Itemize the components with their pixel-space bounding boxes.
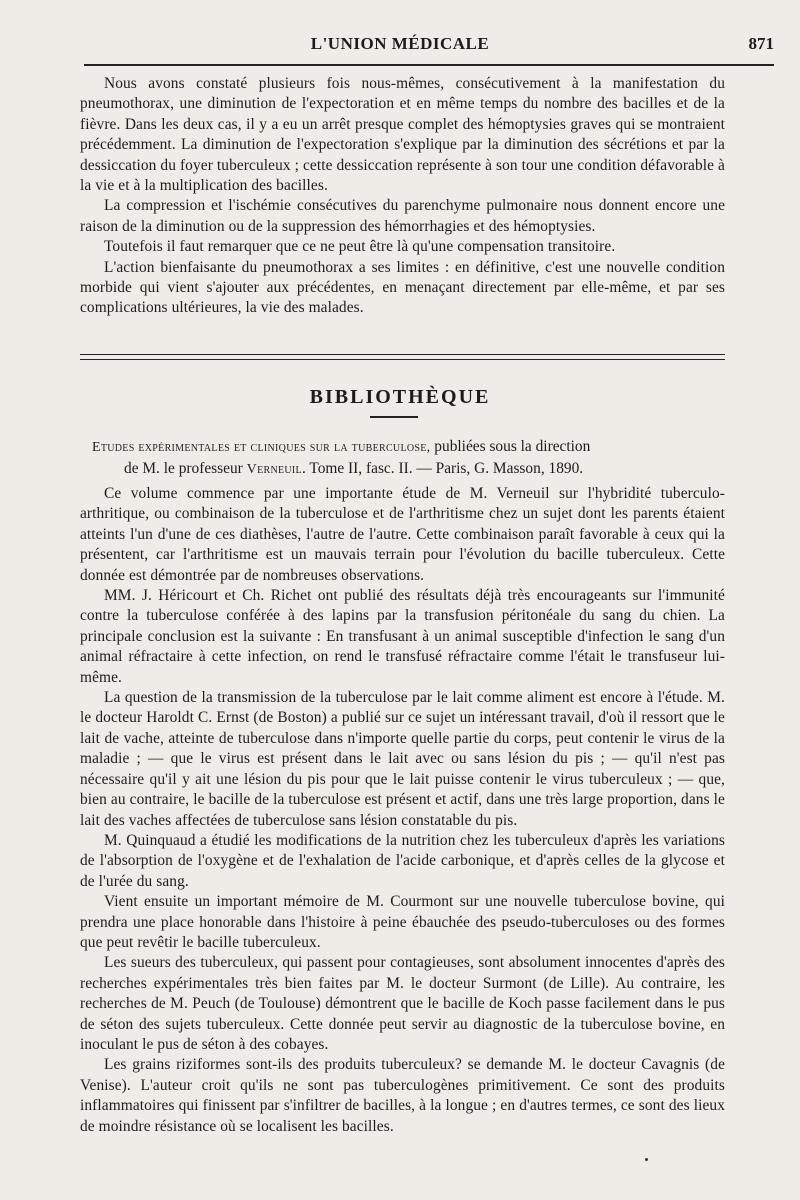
intro-paragraph: La compression et l'ischémie consécutives du parenchyme pulmonaire nous donnent encore une raison de la diminution ou de la suppression des hémorrhagies et des hémoptysies. bbox=[80, 197, 725, 235]
reference-title: Etudes expérimentales et cliniques sur la tuberculose, bbox=[92, 440, 431, 455]
review-paragraph: M. Quinquaud a étudié les modifications de la nutrition chez les tuberculeux d'après les variations de l'absorption de l'oxygène et de l'exhalation de l'acide carbonique, et d'après celles de la glycose et de l'urée du sang. bbox=[80, 831, 725, 890]
reference-title-rest: publiées sous la direction bbox=[430, 438, 591, 455]
reference-publication: . Tome II, fasc. II. — Paris, G. Masson, 1890. bbox=[301, 460, 584, 477]
review-paragraph: Les grains riziformes sont-ils des produits tuberculeux? se demande M. le docteur Cavagnis (de Venise). L'auteur croit qu'ils ne sont pas tuberculogènes primitivement. Ce sont des produits inflammatoires qui finissent par s'infiltrer de bacilles, à la longue ; en d'autres termes, ce sont des lieux de moindre résistance où se localisent les bacilles. bbox=[80, 1056, 725, 1135]
section-divider bbox=[80, 354, 725, 360]
header-rule bbox=[84, 64, 774, 66]
review-paragraph: MM. J. Héricourt et Ch. Richet ont publié des résultats déjà très encourageants sur l'immunité contre la tuberculose conférée à des lapins par la transfusion péritonéale du sang du chien. La principale conclusion est la suivante : En transfusant à un animal susceptible d'infection le sang d'un animal réfractaire à cette infection, on rend le transfusé réfractaire comme l'était le transfuseur lui-même. bbox=[80, 587, 725, 686]
title-underline bbox=[370, 416, 418, 418]
journal-title: L'UNION MÉDICALE bbox=[310, 34, 490, 53]
page-number: 871 bbox=[748, 34, 774, 53]
review-paragraph: Vient ensuite un important mémoire de M. Courmont sur une nouvelle tuberculose bovine, qui prendra une place honorable dans l'histoire à peine ébauchée des pseudo-tuberculoses ou des formes que peut revêtir le bacille tuberculeux. bbox=[80, 893, 725, 951]
intro-paragraph: Nous avons constaté plusieurs fois nous-mêmes, consécutivement à la manifestation du pneumothorax, une diminution de l'expectoration et en même temps du nombre des bacilles et de la fièvre. Dans les deux cas, il y a eu un arrêt presque complet des hémoptysies graves qui se montraient précédemment. La diminution de l'expectoration s'explique par la diminution des sécrétions et par la dessiccation du foyer tuberculeux ; cette dessiccation représente à son tour une condition défavorable à la vie et à la multiplication des bacilles. bbox=[80, 75, 725, 195]
intro-paragraph: L'action bienfaisante du pneumothorax a ses limites : en définitive, c'est une nouvelle condition morbide qui vient s'ajouter aux précédentes, en menaçant directement par elle-même, et par ses complications ultérieures, la vie des malades. bbox=[80, 258, 725, 317]
review-text bbox=[80, 484, 725, 1137]
printer-mark bbox=[645, 1158, 648, 1161]
intro-text bbox=[80, 74, 725, 319]
review-paragraph: Les sueurs des tuberculeux, qui passent pour contagieuses, sont absolument innocentes d'après des recherches expérimentales très bien faites par M. le docteur Surmont (de Lille). Au contraire, les recherches de M. Peuch (de Toulouse) démontrent que le bacille de Koch passe facilement dans le pus de séton des sujets tuberculeux. Cette donnée peut servir au diagnostic de la tuberculose bovine, en inoculant le pus de séton à des cobayes. bbox=[80, 954, 725, 1053]
review-paragraph: Ce volume commence par une importante étude de M. Verneuil sur l'hybridité tuberculo-arthritique, ou combinaison de la tuberculose et de l'arthritisme chez un sujet dont les parents étaient atteints l'un d'une de ces diathèses, l'autre de l'autre. Cette combinaison paraît favorable à ceux qui la présentent, car l'arthritisme est un mauvais terrain pour l'évolution du bacille tuberculeux. Cette donnée est démontrée par de nombreuses observations. bbox=[80, 485, 725, 584]
review-paragraph: La question de la transmission de la tuberculose par le lait comme aliment est encore à l'étude. M. le docteur Haroldt C. Ernst (de Boston) a publié sur ce sujet un intéressant travail, d'où il ressort que le lait de vache, atteinte de tuberculose dans n'importe quelle partie du corps, peut contenir le virus de la maladie ; — que le virus est présent dans le lait avec ou sans lésion du pis ; — qu'il n'est pas nécessaire qu'il y ait une lésion du pis pour que le lait puisse contenir le virus tuberculeux ; — que, bien au contraire, le bacille de la tuberculose est présent et actif, dans une très large proportion, dans le lait des vaches affectées de tuberculose sans lésion constatable du pis. bbox=[80, 689, 725, 829]
running-head bbox=[0, 34, 800, 58]
book-reference bbox=[92, 436, 712, 480]
intro-paragraph: Toutefois il faut remarquer que ce ne peut être là qu'une compensation transitoire. bbox=[104, 238, 616, 256]
section-title: BIBLIOTHÈQUE bbox=[309, 386, 491, 408]
reference-by: de M. le professeur bbox=[124, 460, 247, 477]
reference-author: Verneuil bbox=[246, 462, 302, 477]
